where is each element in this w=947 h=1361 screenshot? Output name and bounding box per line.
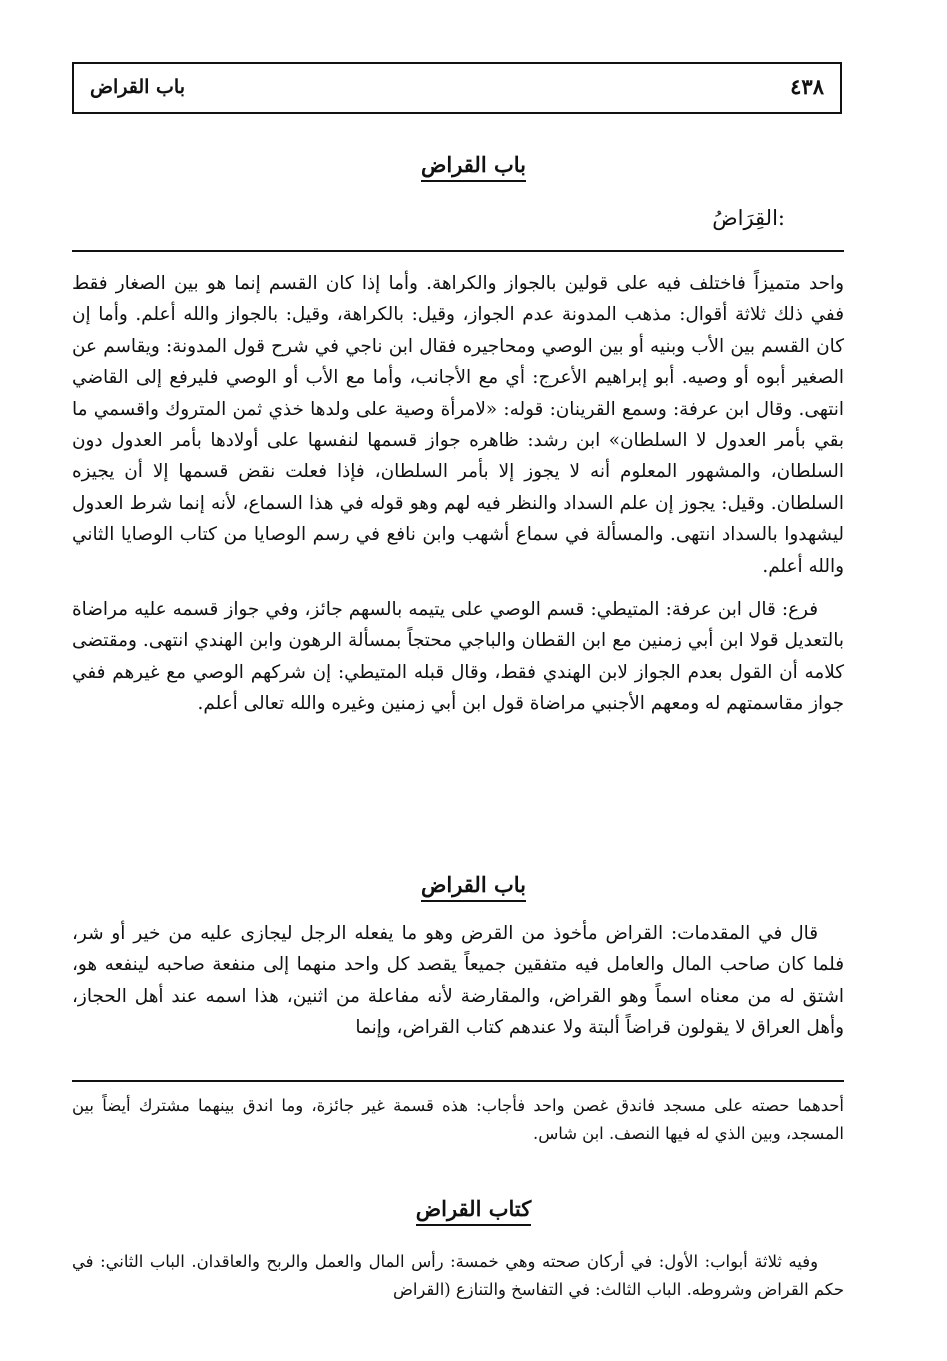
page-number: ٤٣٨ bbox=[790, 74, 824, 99]
footnote-2 bbox=[72, 1248, 844, 1304]
footnote-1-text: أحدهما حصته على مسجد فاندق غصن واحد فأجاب: هذه قسمة غير جائزة، وما اندق بينهما مشترك أيضاً بين المسجد، وبين الذي له فيها النصف. ابن شاس. bbox=[72, 1096, 844, 1143]
commentary-paragraph-2: فرع: قال ابن عرفة: المتيطي: قسم الوصي على يتيمه بالسهم جائز، وفي جواز قسمه عليه مراضاة بالتعديل قولا ابن أبي زمنين مع ابن القطان والباجي محتجاً بمسألة الرهون وابن الهندي انتهى. ومقتضى كلامه أن القول بعدم الجواز لابن الهندي فقط، وقال قبله المتيطي: إن شركهم الوصي مع غيرهم ففي جواز مقاسمتهم له ومعهم الأجنبي مراضاة قول ابن أبي زمنين وغيره والله تعالى أعلم. bbox=[72, 599, 844, 715]
section-heading-3-text: كتاب القراض bbox=[416, 1196, 531, 1226]
section-heading-3 bbox=[0, 1196, 947, 1221]
section-heading-2 bbox=[0, 872, 947, 897]
section-heading-2-text: باب القراض bbox=[421, 872, 526, 902]
term-heading: القِرَاضُ: bbox=[712, 206, 785, 230]
commentary-paragraph-1: واحد متميزاً فاختلف فيه على قولين بالجواز والكراهة. وأما إذا كان القسم إنما هو بين الصغار فقط ففي ذلك ثلاثة أقوال: مذهب المدونة عدم الجواز، وقيل: بالكراهة، وقيل: بالجواز والله أعلم. وأما إن كان القسم بين الأب وبنيه أو بين الوصي ومحاجيره فقال ابن ناجي في شرح قول المدونة: ويقاسم عن الصغير أبوه أو وصيه. أبو إبراهيم الأعرج: أي مع الأجانب، وأما مع الأب أو الوصي فليرفع إلى القاضي انتهى. وقال ابن عرفة: وسمع القرينان: قوله: «لامرأة وصية على ولدها خذي ثمن المتروك واقسمي ما بقي بأمر العدول لا السلطان» ابن رشد: ظاهره جواز قسمها لنفسها على أولادها بأمر العدول دون السلطان، والمشهور المعلوم أنه لا يجوز إلا بأمر السلطان، فإذا فعلت نقض قسمها إلا أن يجيزه السلطان. وقيل: يجوز إن علم السداد والنظر فيه لهم وهو قوله في هذا السماع، لأنه إنما شرط العدول ليشهدوا بالسداد انتهى. والمسألة في سماع أشهب وابن نافع في رسم الوصايا من كتاب الوصايا الثاني والله أعلم. bbox=[72, 273, 844, 577]
section-heading-1-text: باب القراض bbox=[421, 152, 526, 182]
section-heading-1 bbox=[0, 152, 947, 177]
commentary-block bbox=[72, 268, 844, 720]
definition-block bbox=[72, 918, 844, 1044]
separator-rule-footnote bbox=[72, 1080, 844, 1082]
running-header bbox=[72, 62, 842, 114]
footnote-2-text: وفيه ثلاثة أبواب: الأول: في أركان صحته وهي خمسة: رأس المال والعمل والربح والعاقدان. الباب الثاني: في حكم القراض وشروطه. الباب الثالث: في التفاسخ والتنازع (القراض bbox=[72, 1252, 844, 1299]
running-title: باب القراض bbox=[90, 76, 185, 98]
separator-rule-top bbox=[72, 250, 844, 252]
definition-paragraph: قال في المقدمات: القراض مأخوذ من القرض وهو ما يفعله الرجل ليجازى عليه من خير أو شر، فلما كان صاحب المال والعامل فيه متفقين جميعاً يقصد كل واحد منهما إلى منفعة صاحبه لينفعه هو، اشتق له من معناه اسماً وهو القراض، والمقارضة لأنه مفاعلة من اثنين، هذا اسمه عند أهل الحجاز، وأهل العراق لا يقولون قراضاً ألبتة ولا عندهم كتاب القراض، وإنما bbox=[72, 923, 844, 1039]
footnote-1 bbox=[72, 1092, 844, 1148]
